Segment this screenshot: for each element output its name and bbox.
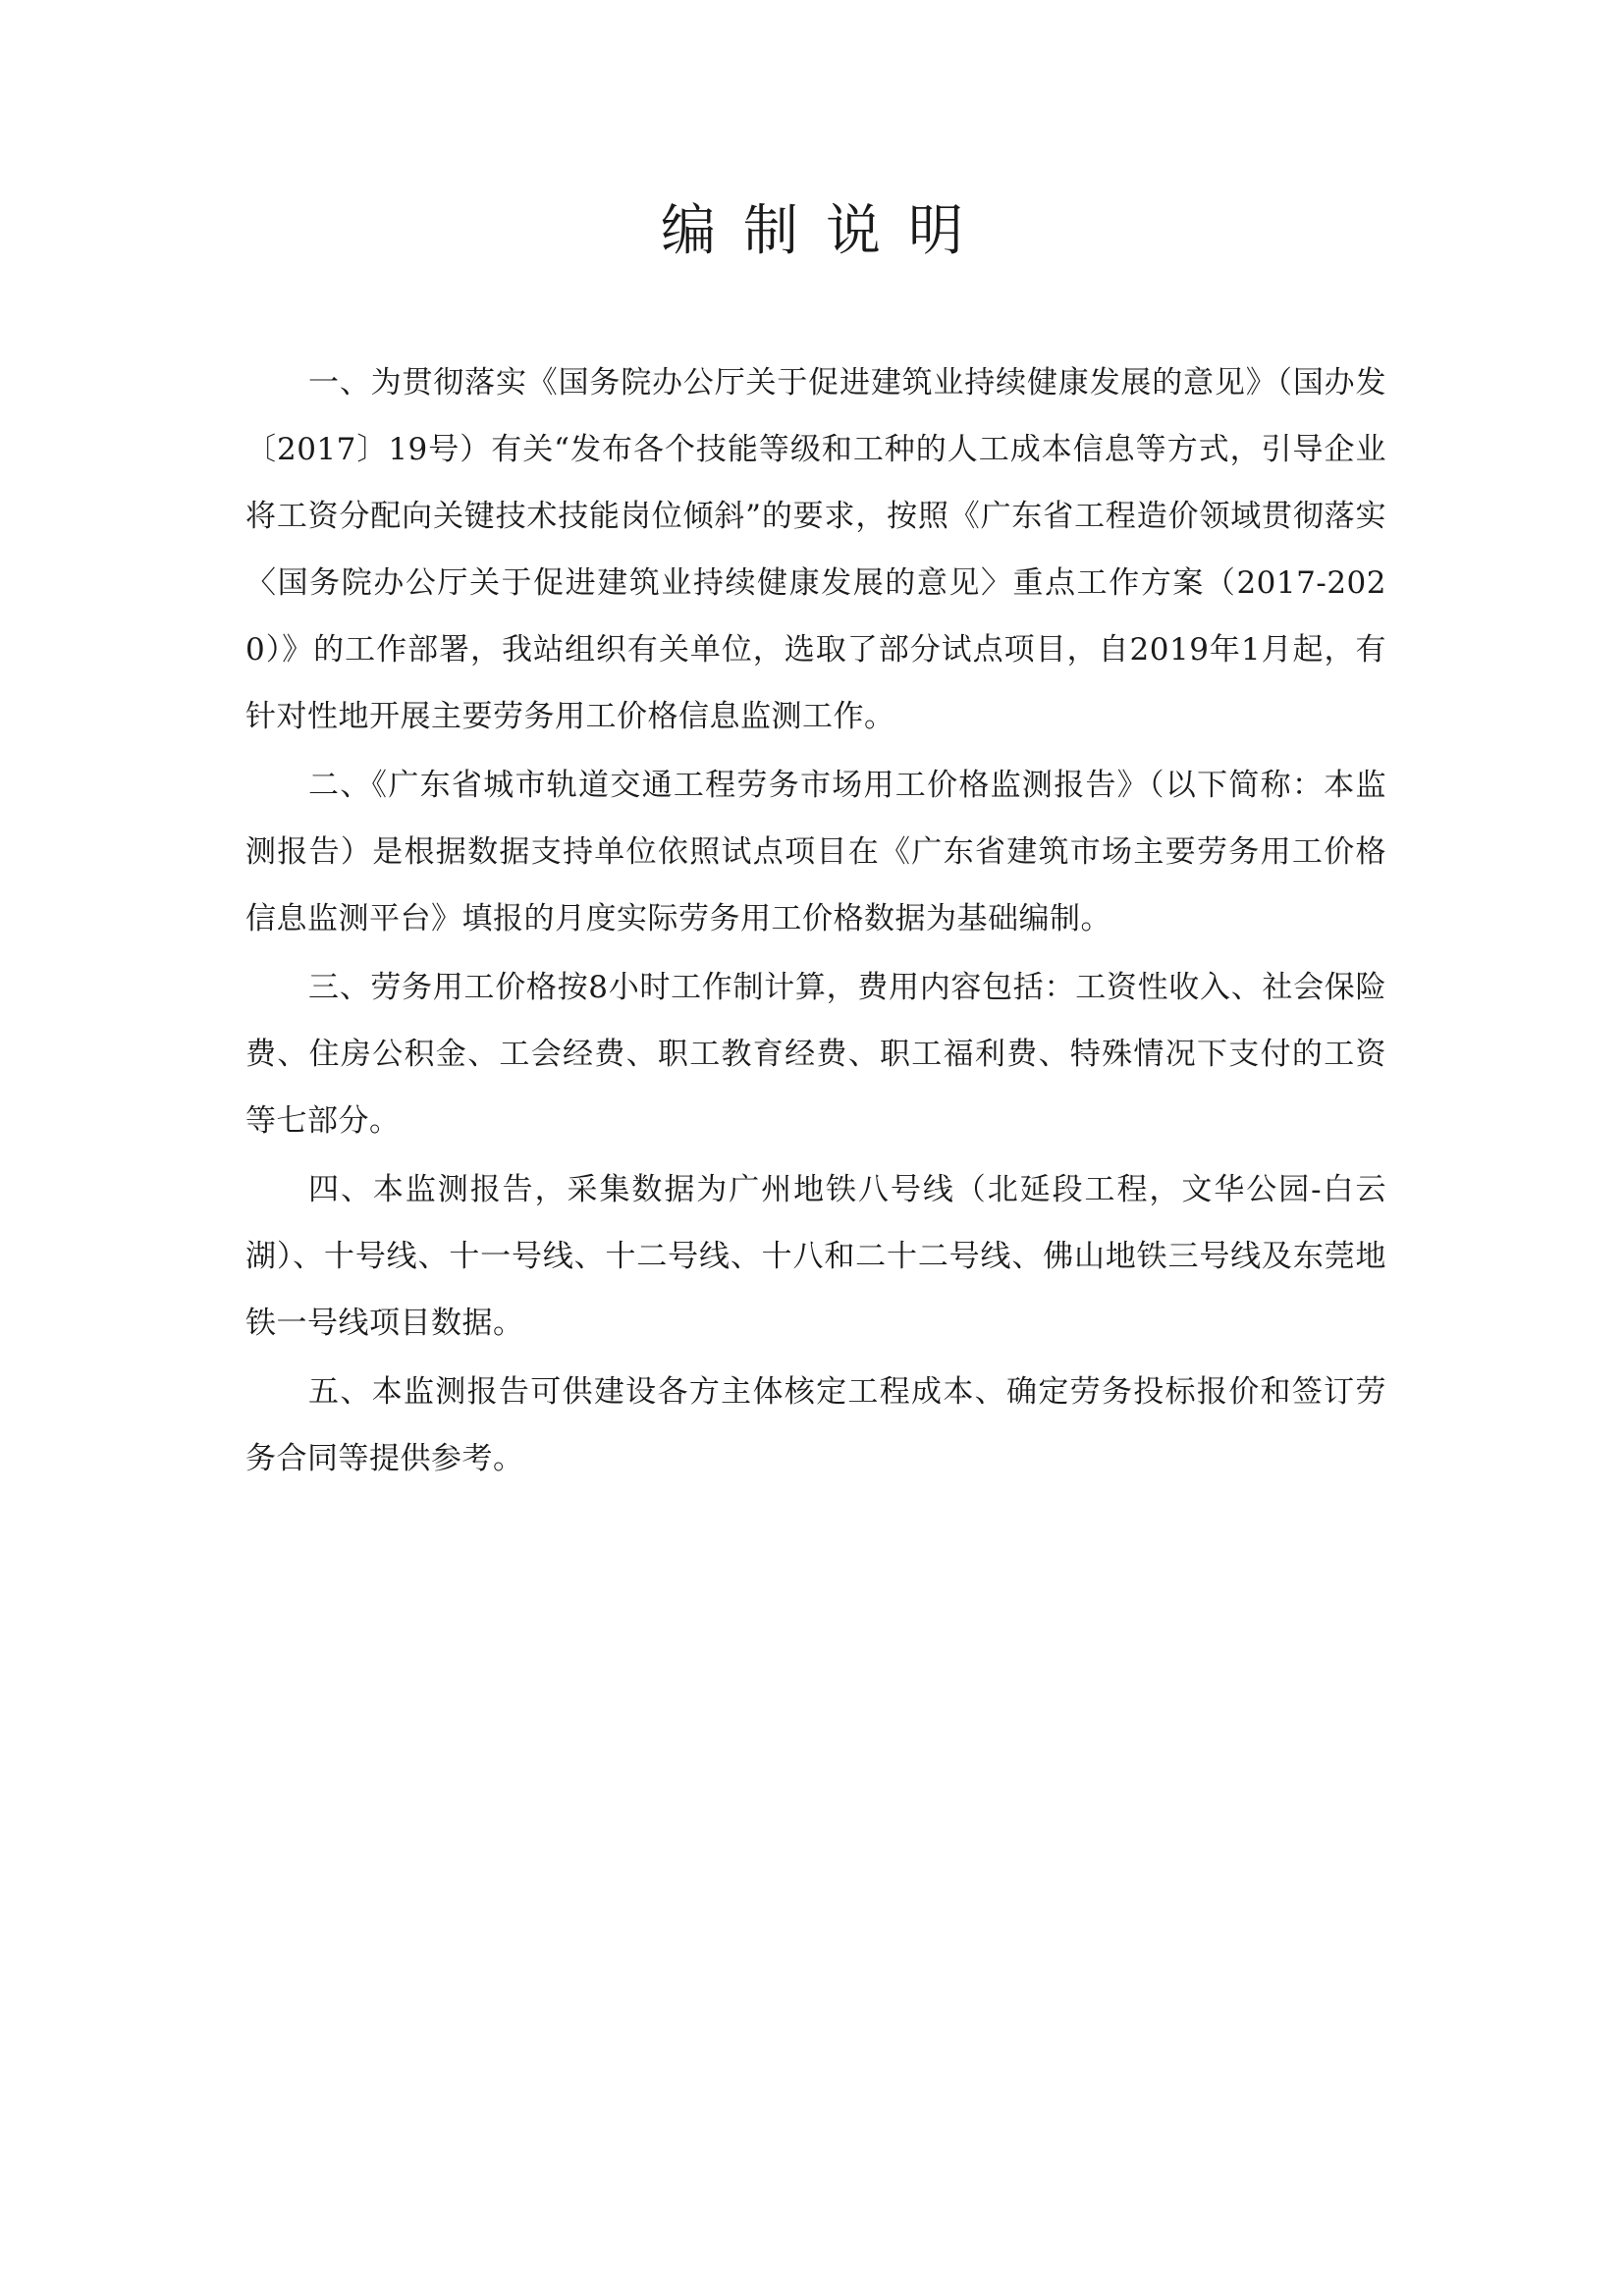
document-body bbox=[245, 349, 1386, 1494]
paragraph-1: 一、为贯彻落实《国务院办公厅关于促进建筑业持续健康发展的意见》（国办发〔2017〕19号）有关“发布各个技能等级和工种的人工成本信息等方式，引导企业将工资分配向关键技术技能岗位倾斜”的要求，按照《广东省工程造价领域贯彻落实〈国务院办公厅关于促进建筑业持续健康发展的意见〉重点工作方案（2017-2020）》的工作部署，我站组织有关单位，选取了部分试点项目，自2019年1月起，有针对性地开展主要劳务用工价格信息监测工作。 bbox=[245, 365, 1386, 734]
page-title: 编制说明 bbox=[661, 199, 991, 263]
paragraph-4: 四、本监测报告，采集数据为广州地铁八号线（北延段工程，文华公园-白云湖）、十号线、十一号线、十二号线、十八和二十二号线、佛山地铁三号线及东莞地铁一号线项目数据。 bbox=[245, 1172, 1386, 1341]
paragraph-5: 五、本监测报告可供建设各方主体核定工程成本、确定劳务投标报价和签订劳务合同等提供参考。 bbox=[245, 1374, 1386, 1476]
paragraph-3: 三、劳务用工价格按8小时工作制计算，费用内容包括：工资性收入、社会保险费、住房公积金、工会经费、职工教育经费、职工福利费、特殊情况下支付的工资等七部分。 bbox=[245, 970, 1386, 1139]
paragraph-2: 二、《广东省城市轨道交通工程劳务市场用工价格监测报告》（以下简称：本监测报告）是根据数据支持单位依照试点项目在《广东省建筑市场主要劳务用工价格信息监测平台》填报的月度实际劳务用工价格数据为基础编制。 bbox=[245, 768, 1386, 936]
